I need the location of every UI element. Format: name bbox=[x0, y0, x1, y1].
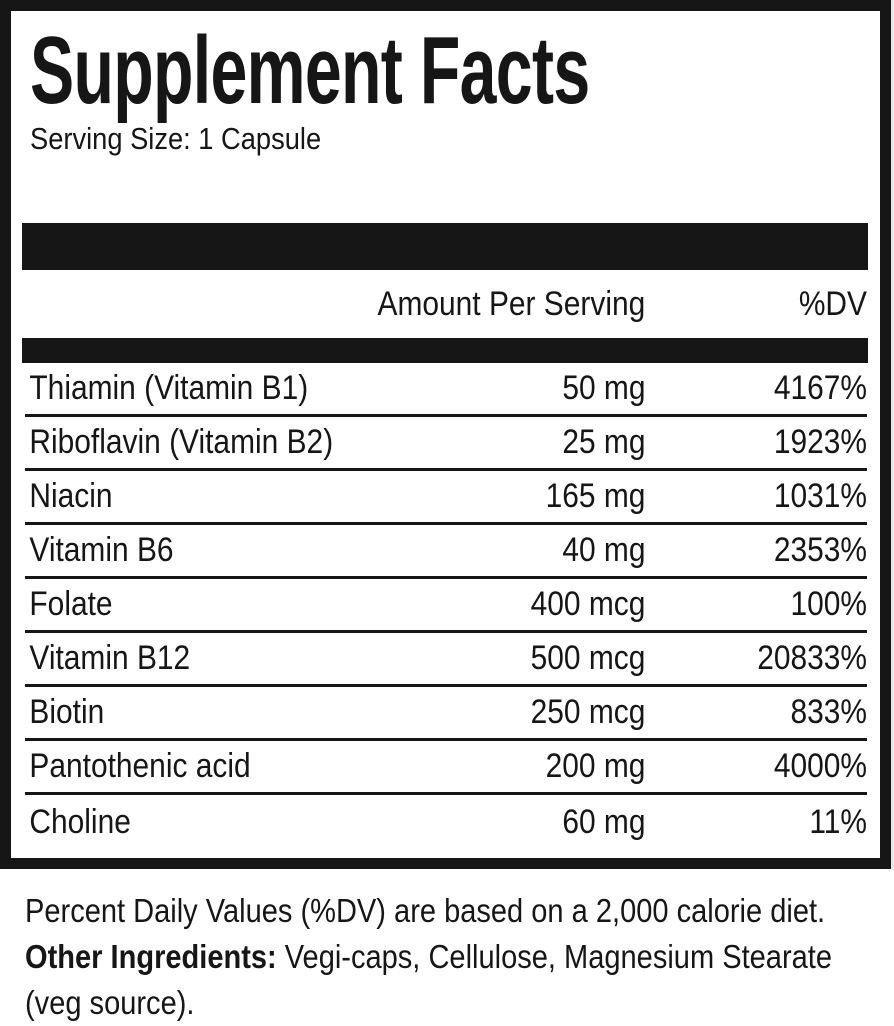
nutrient-amount: 50 mg bbox=[561, 369, 645, 407]
nutrient-name: Folate bbox=[29, 585, 113, 623]
nutrient-dv: 20833% bbox=[757, 639, 867, 677]
nutrient-dv: 4000% bbox=[773, 747, 867, 785]
nutrient-name: Niacin bbox=[29, 477, 113, 515]
nutrient-dv: 4167% bbox=[773, 369, 867, 407]
nutrient-amount: 40 mg bbox=[561, 531, 645, 569]
nutrient-dv: 2353% bbox=[773, 531, 867, 569]
table-row bbox=[25, 363, 867, 417]
divider-bar-top bbox=[22, 223, 868, 270]
nutrient-name: Vitamin B12 bbox=[29, 639, 191, 677]
nutrient-dv: 100% bbox=[790, 585, 867, 623]
panel-title: Supplement Facts bbox=[30, 17, 590, 124]
nutrient-dv: 1031% bbox=[773, 477, 867, 515]
table-row bbox=[25, 471, 867, 525]
nutrient-amount: 400 mcg bbox=[530, 585, 645, 623]
nutrient-dv: 11% bbox=[809, 802, 867, 841]
table-row bbox=[25, 741, 867, 795]
table-row bbox=[25, 417, 867, 471]
nutrient-name: Choline bbox=[29, 802, 131, 841]
other-ingredients-label: Other Ingredients: bbox=[25, 938, 277, 975]
divider-bar-mid bbox=[22, 338, 868, 363]
nutrient-amount: 25 mg bbox=[561, 423, 645, 461]
table-row bbox=[25, 633, 867, 687]
nutrient-amount: 165 mg bbox=[545, 477, 645, 515]
nutrient-name: Riboflavin (Vitamin B2) bbox=[29, 423, 334, 461]
nutrient-table bbox=[25, 363, 867, 849]
nutrient-name: Pantothenic acid bbox=[29, 747, 251, 785]
table-row bbox=[25, 525, 867, 579]
nutrient-dv: 833% bbox=[790, 693, 867, 731]
nutrient-dv: 1923% bbox=[773, 423, 867, 461]
nutrient-amount: 60 mg bbox=[561, 802, 645, 841]
dv-note: Percent Daily Values (%DV) are based on a 2,000 calorie diet. bbox=[25, 892, 826, 929]
table-row bbox=[25, 687, 867, 741]
serving-size-text: Serving Size: 1 Capsule bbox=[30, 121, 322, 156]
nutrient-name: Thiamin (Vitamin B1) bbox=[29, 369, 309, 407]
nutrient-amount: 250 mcg bbox=[530, 693, 645, 731]
nutrient-name: Biotin bbox=[29, 693, 105, 731]
table-row bbox=[25, 795, 867, 849]
nutrient-amount: 500 mcg bbox=[530, 639, 645, 677]
nutrient-amount: 200 mg bbox=[545, 747, 645, 785]
table-row bbox=[25, 579, 867, 633]
amount-column-header: Amount Per Serving bbox=[377, 284, 645, 323]
nutrient-name: Vitamin B6 bbox=[29, 531, 174, 569]
other-ingredients-line bbox=[25, 934, 887, 1026]
dv-column-header: %DV bbox=[798, 284, 867, 323]
footnotes bbox=[25, 888, 887, 1026]
other-ingredients-text: Vegi-caps, Cellulose, Magnesium Stearate (veg source). bbox=[25, 938, 832, 1021]
column-header-row bbox=[25, 270, 867, 338]
